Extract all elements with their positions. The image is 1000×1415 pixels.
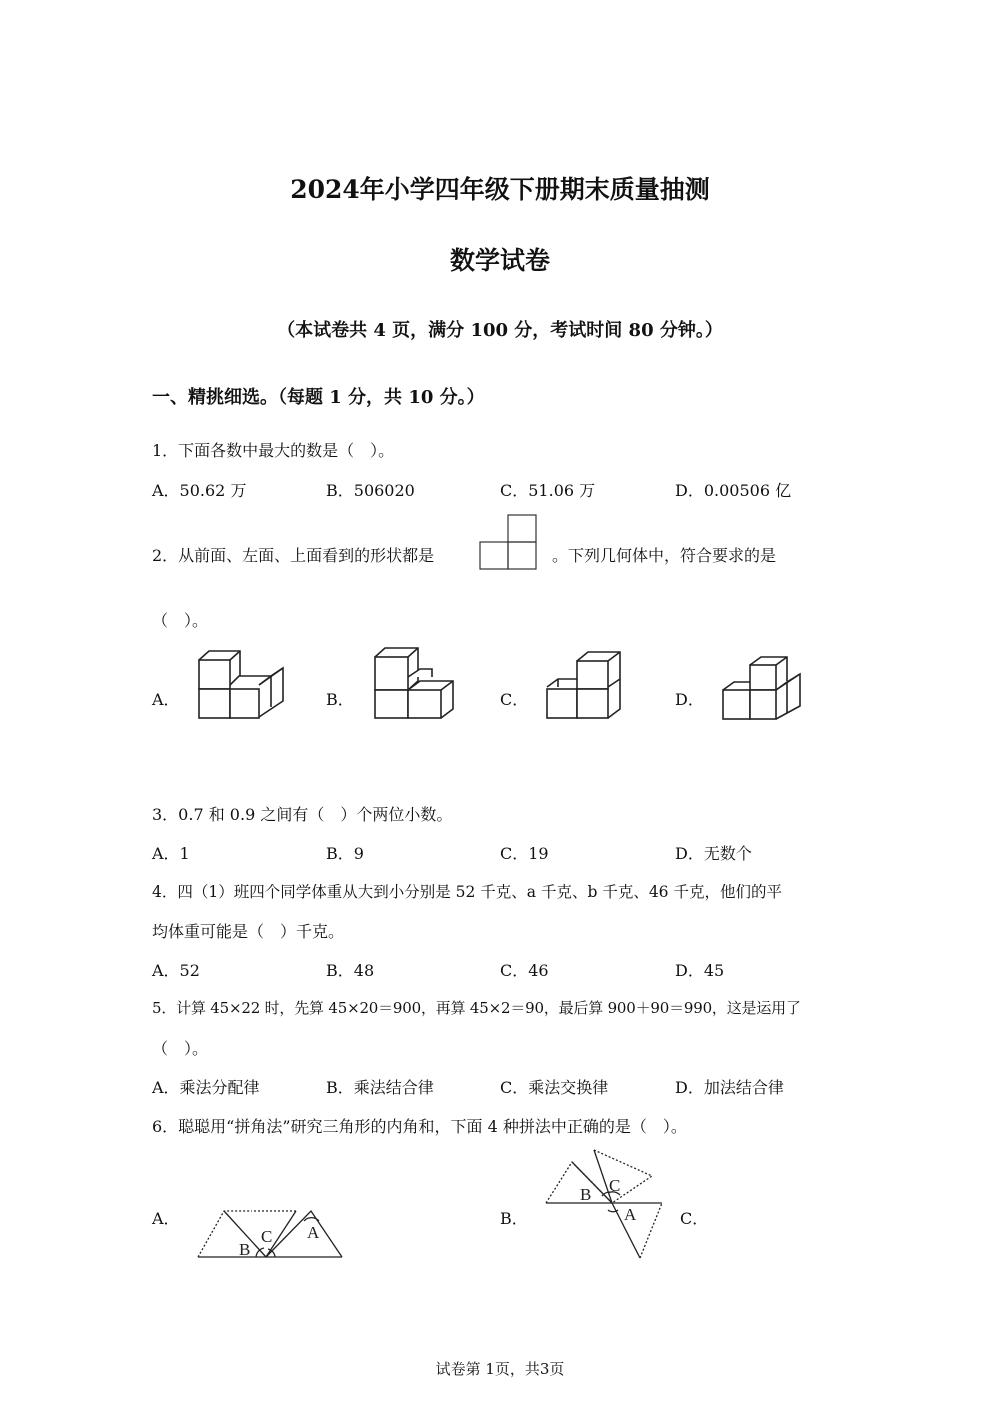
angle-b-label-b: B [580,1185,592,1204]
question-2-stem-cont: 。下列几何体中，符合要求的是 [552,546,777,565]
angle-a-label-b: B [239,1240,251,1259]
question-2-option-c: C． [500,690,529,709]
question-1-option-c: C．51.06 万 [500,481,596,500]
angle-figure-a [196,1205,346,1265]
question-5-stem-line2: （ ）。 [152,1039,209,1058]
question-2-option-b: B． [326,690,354,709]
question-3-option-c: C．19 [500,844,549,863]
exam-subtitle: 数学试卷 [449,246,550,275]
question-6-option-b: B． [500,1209,528,1228]
question-2-option-d: D． [675,690,704,709]
question-4-option-b: B．48 [326,961,375,980]
question-5-option-b: B．乘法结合律 [326,1078,434,1097]
angle-b-label-c: C [609,1176,621,1195]
question-1-option-b: B．506020 [326,481,415,500]
question-3-option-d: D．无数个 [675,844,752,863]
question-6-option-a: A． [152,1209,180,1228]
page-footer: 试卷第 1页，共3页 [435,1360,565,1378]
exam-title: 2024年小学四年级下册期末质量抽测 [290,175,710,204]
question-5-stem: 5．计算 45×22 时，先算 45×20＝900，再算 45×2＝90，最后算 900＋90＝990，这是运用了 [152,999,801,1017]
question-1-option-a: A．50.62 万 [152,481,247,500]
question-4-option-c: C．46 [500,961,549,980]
question-2-stem: 2．从前面、左面、上面看到的形状都是 [152,546,435,565]
exam-note: （本试卷共 4 页，满分 100 分，考试时间 80 分钟。） [277,320,723,341]
cube-figure-c [538,645,638,725]
question-3-stem: 3．0.7 和 0.9 之间有（ ）个两位小数。 [152,805,453,824]
question-4-stem-line2: 均体重可能是（ ）千克。 [152,922,345,941]
angle-figure-b [544,1148,669,1263]
question-4-option-d: D．45 [675,961,725,980]
question-4-stem: 4．四（1）班四个同学体重从大到小分别是 52 千克、a 千克、b 千克、46 千克，他们的平 [152,883,782,901]
question-1-stem: 1．下面各数中最大的数是（ ）。 [152,441,395,460]
question-5-option-d: D．加法结合律 [675,1078,784,1097]
angle-a-label-a: A [307,1223,320,1242]
question-2-option-a: A． [152,690,180,709]
view-shape-figure [478,513,540,573]
question-5-option-a: A．乘法分配律 [152,1078,260,1097]
cube-figure-a [190,645,290,725]
question-2-stem-paren: （ ）。 [152,611,209,630]
angle-a-label-c: C [261,1227,273,1246]
question-1-option-d: D．0.00506 亿 [675,481,792,500]
question-3-option-b: B．9 [326,844,364,863]
question-5-option-c: C．乘法交换律 [500,1078,609,1097]
cube-figure-d [714,645,814,725]
angle-b-label-a: A [624,1205,637,1224]
cube-figure-b [366,645,466,725]
question-3-option-a: A．1 [152,844,190,863]
question-4-option-a: A．52 [152,961,200,980]
question-6-stem: 6．聪聪用“拼角法”研究三角形的内角和，下面 4 种拼法中正确的是（ ）。 [152,1117,687,1136]
section-heading: 一、精挑细选。（每题 1 分，共 10 分。） [152,387,485,408]
question-6-option-c: C． [680,1209,709,1228]
